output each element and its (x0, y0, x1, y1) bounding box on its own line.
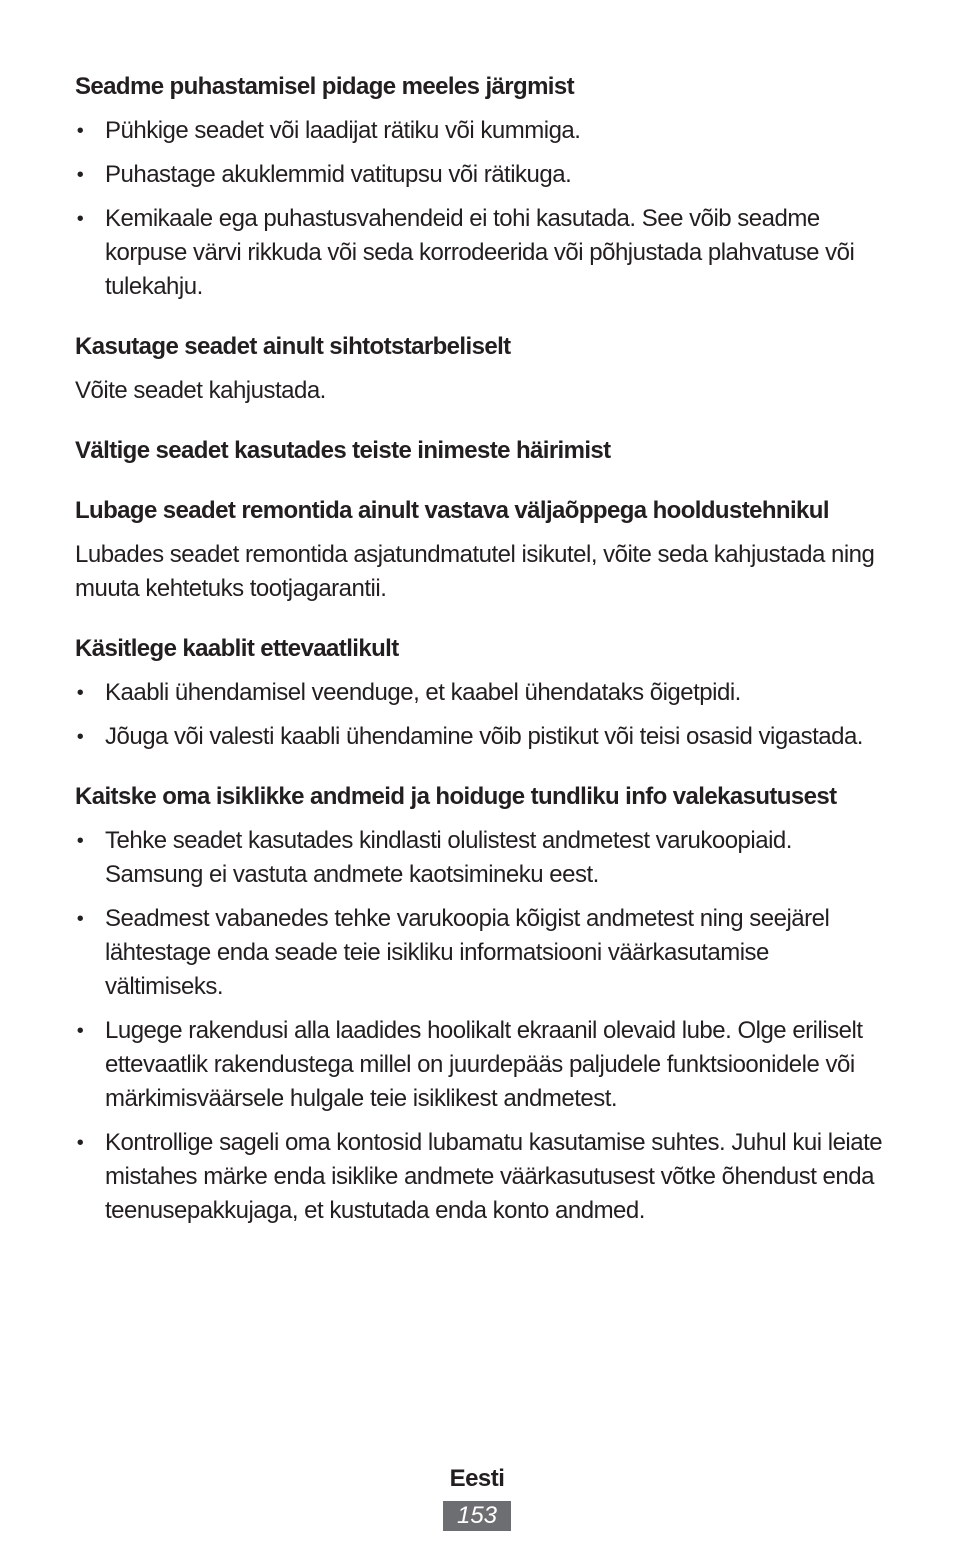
section-heading: Lubage seadet remontida ainult vastava väljaõppega hooldustehnikul (75, 497, 829, 524)
section-cable (75, 632, 890, 754)
section-heading: Vältige seadet kasutades teiste inimeste häirimist (75, 437, 611, 464)
list-item (75, 720, 890, 754)
bullet-icon: • (76, 208, 84, 230)
page-footer (0, 1462, 954, 1531)
bullet-list (75, 114, 890, 304)
page-number: 153 (443, 1501, 511, 1531)
list-item (75, 202, 890, 304)
list-item (75, 114, 890, 148)
list-item-text: Puhastage akuklemmid vatitupsu või rätikuga. (105, 161, 572, 188)
section-paragraph: Lubades seadet remontida asjatundmatutel isikutel, võite seda kahjustada ning muuta kehtetuks tootjagarantii. (75, 541, 875, 602)
list-item-text: Pühkige seadet või laadijat rätiku või kummiga. (105, 117, 581, 144)
list-item-text: Seadmest vabanedes tehke varukoopia kõigist andmetest ning seejärel lähtestage enda seade teie isikliku informatsiooni väärkasutamise vältimiseks. (105, 905, 830, 1000)
bullet-icon: • (76, 908, 84, 930)
section-paragraph: Võite seadet kahjustada. (75, 377, 326, 404)
bullet-icon: • (76, 1020, 84, 1042)
list-item (75, 158, 890, 192)
section-personal-data (75, 780, 890, 1228)
section-heading: Seadme puhastamisel pidage meeles järgmist (75, 73, 575, 100)
bullet-icon: • (76, 120, 84, 142)
bullet-icon: • (76, 726, 84, 748)
bullet-list (75, 676, 890, 754)
list-item (75, 1126, 890, 1228)
section-repair (75, 494, 890, 606)
list-item-text: Kaabli ühendamisel veenduge, et kaabel ühendataks õigetpidi. (105, 679, 741, 706)
list-item (75, 902, 890, 1004)
section-intended-use (75, 330, 890, 408)
list-item-text: Kemikaale ega puhastusvahendeid ei tohi kasutada. See võib seadme korpuse värvi rikkuda või seda korrodeerida või põhjustada plahvatuse või tulekahju. (105, 205, 855, 300)
section-disturbance (75, 434, 890, 468)
section-heading: Kaitske oma isiklikke andmeid ja hoiduge tundliku info valekasutusest (75, 783, 837, 810)
page-content (75, 70, 890, 1228)
list-item-text: Tehke seadet kasutades kindlasti olulistest andmetest varukoopiaid. Samsung ei vastuta andmete kaotsimineku eest. (105, 827, 792, 888)
section-heading: Käsitlege kaablit ettevaatlikult (75, 635, 399, 662)
list-item-text: Jõuga või valesti kaabli ühendamine võib pistikut või teisi osasid vigastada. (105, 723, 863, 750)
bullet-list (75, 824, 890, 1228)
list-item (75, 676, 890, 710)
bullet-icon: • (76, 830, 84, 852)
list-item (75, 1014, 890, 1116)
list-item (75, 824, 890, 892)
bullet-icon: • (76, 682, 84, 704)
footer-language: Eesti (449, 1465, 505, 1492)
section-heading: Kasutage seadet ainult sihtotstarbeliselt (75, 333, 511, 360)
section-cleaning (75, 70, 890, 304)
list-item-text: Kontrollige sageli oma kontosid lubamatu kasutamise suhtes. Juhul kui leiate mistahes märke enda isiklike andmete väärkasutusest võtke õhendust enda teenusepakkujaga, et kustutada enda konto andmed. (105, 1129, 883, 1224)
list-item-text: Lugege rakendusi alla laadides hoolikalt ekraanil olevaid lube. Olge eriliselt ettevaatlik rakendustega millel on juurdepääs paljudele funktsioonidele või märkimisväärsele hulgale teie isiklikest andmetest. (105, 1017, 863, 1112)
bullet-icon: • (76, 1132, 84, 1154)
bullet-icon: • (76, 164, 84, 186)
